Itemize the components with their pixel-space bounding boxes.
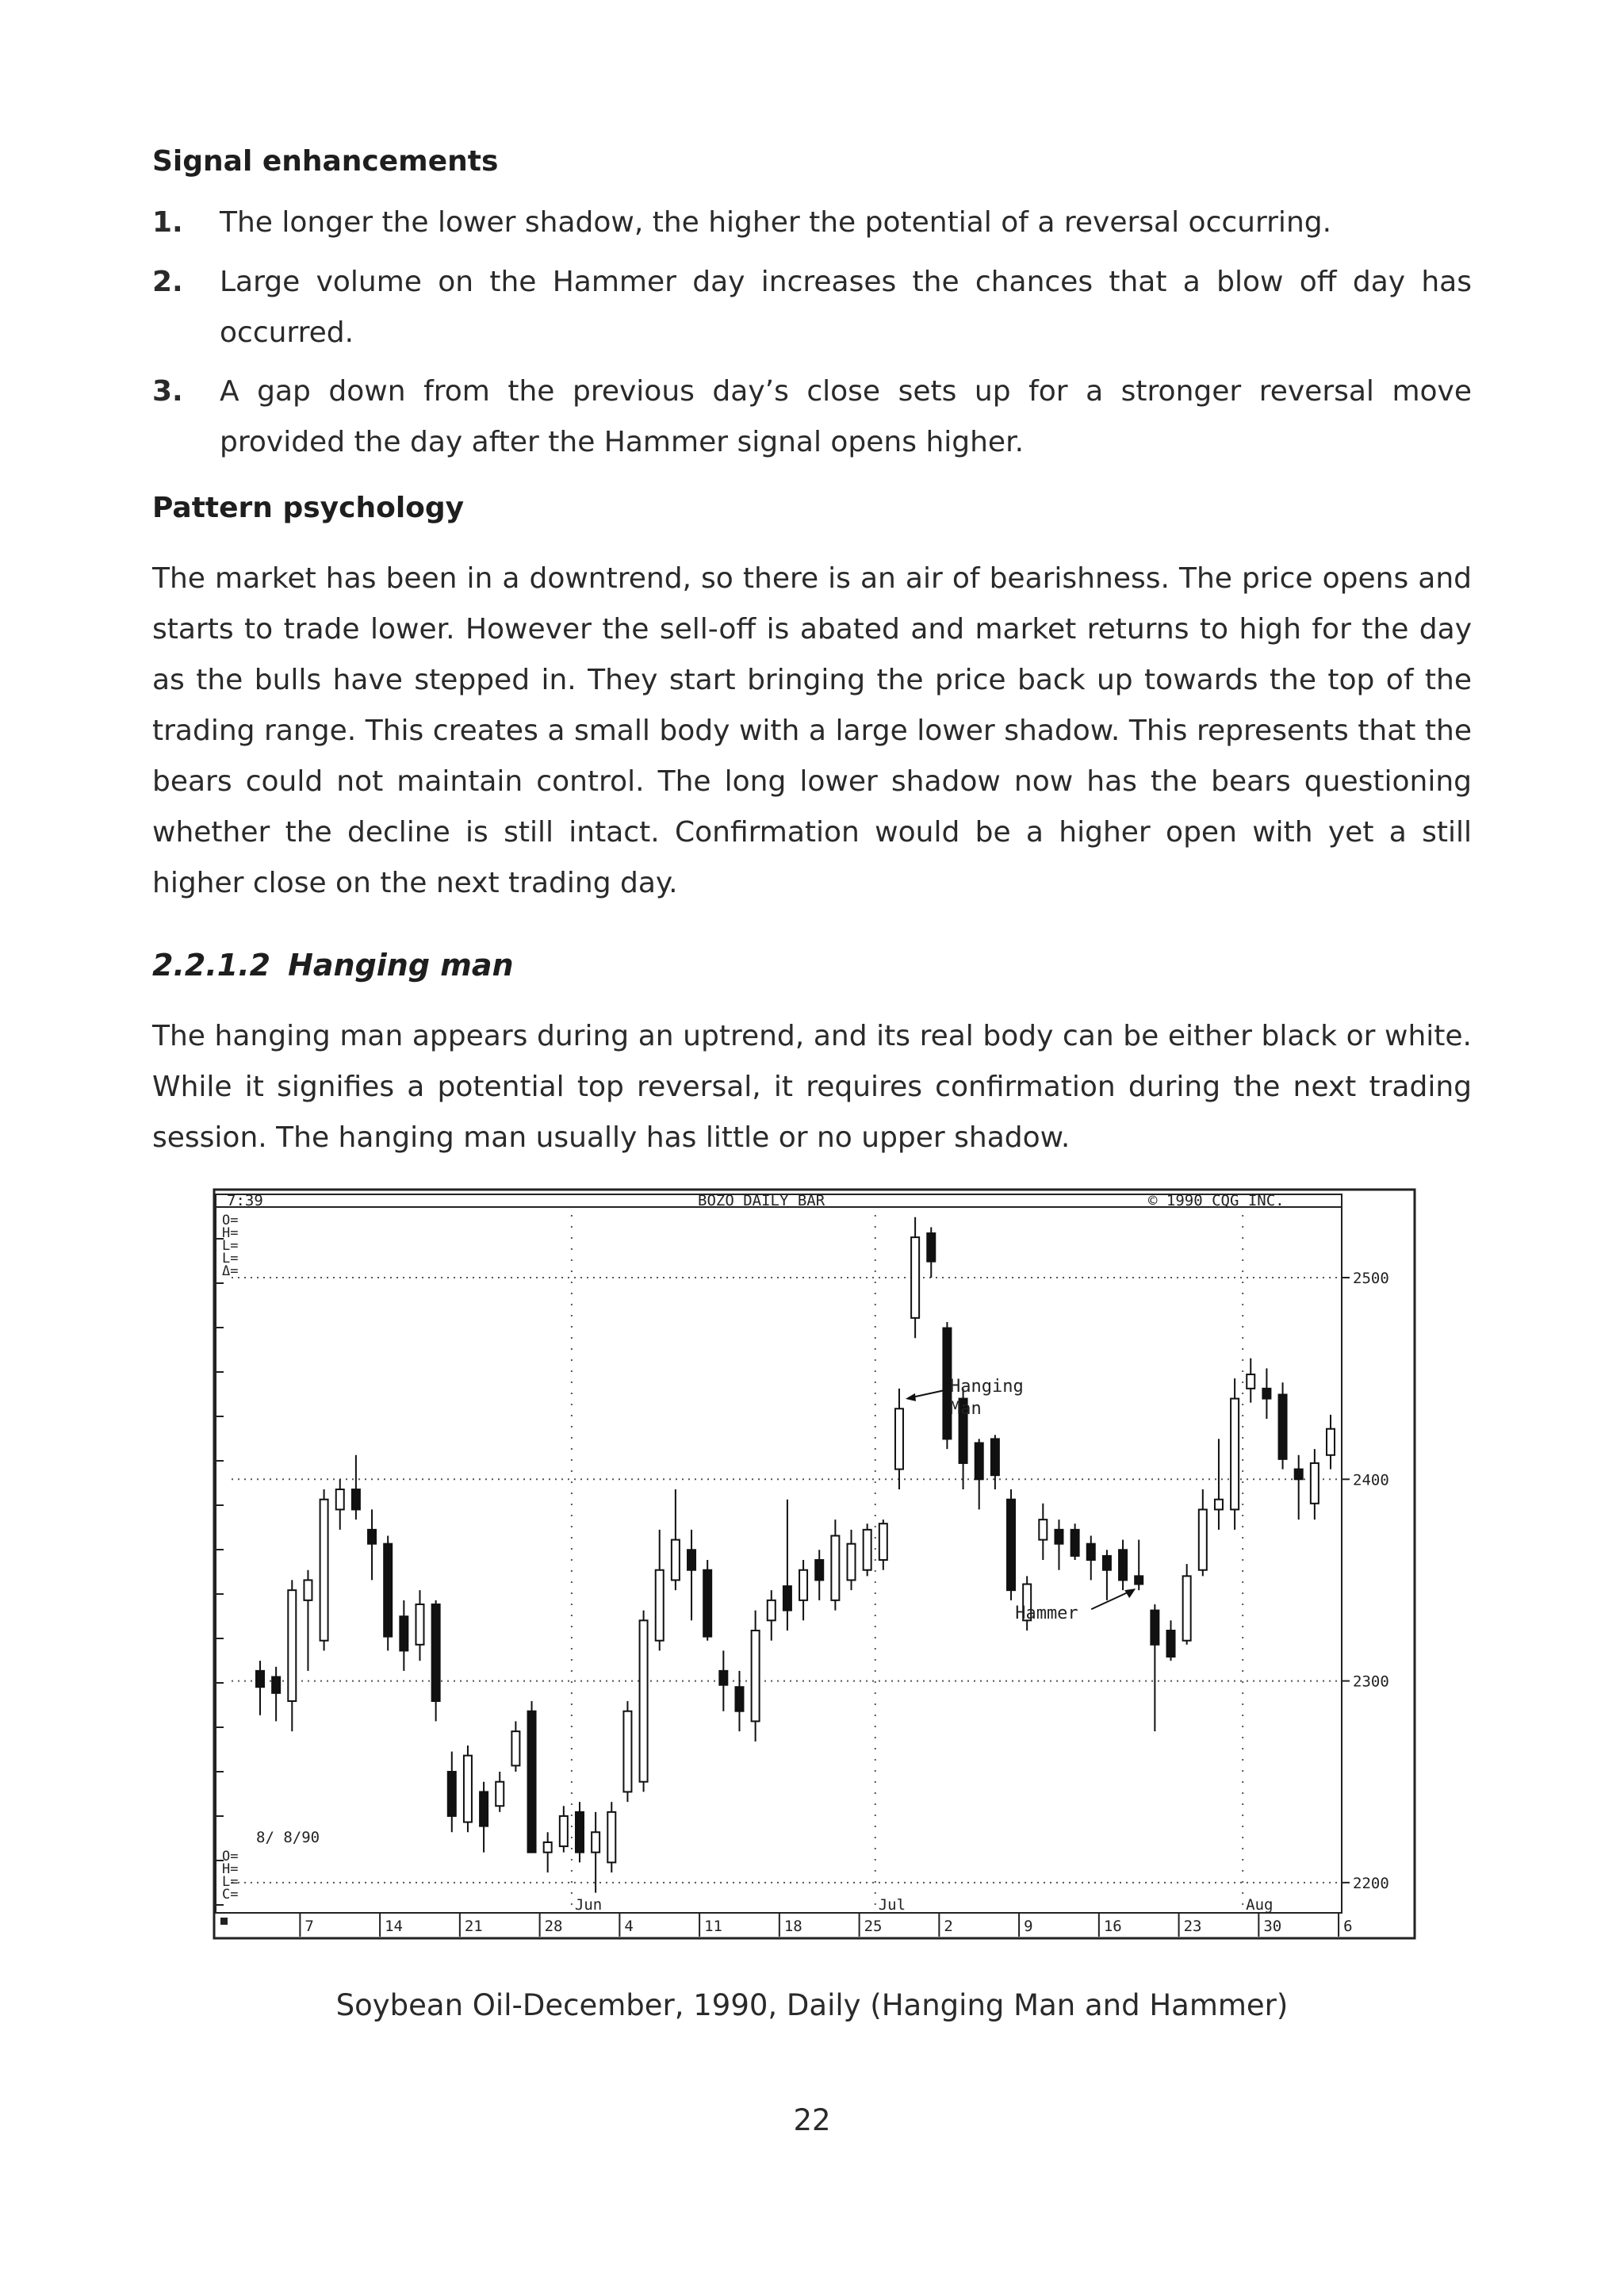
candle <box>607 1802 615 1872</box>
candle-body-black <box>528 1711 536 1853</box>
top-field-label: Δ= <box>222 1263 239 1279</box>
x-tick-label: 9 <box>1024 1918 1033 1935</box>
candle-body-white <box>895 1408 903 1469</box>
candle-body-white <box>831 1535 839 1600</box>
candle-body-white <box>656 1570 664 1641</box>
chart-header-title: BOZO DAILY BAR <box>698 1192 825 1209</box>
hammer-label: Hammer <box>1015 1604 1078 1624</box>
candle <box>528 1701 536 1853</box>
section-heading <box>152 948 514 983</box>
candle-body-white <box>304 1580 312 1600</box>
item-number: 3. <box>152 375 183 408</box>
candle-body-black <box>432 1604 440 1701</box>
bottom-field-label: C= <box>222 1887 239 1903</box>
candle-body-white <box>511 1731 519 1765</box>
candle-body-black <box>703 1570 711 1637</box>
x-tick-label: 4 <box>624 1918 634 1935</box>
candle-body-white <box>1199 1509 1207 1569</box>
candle-body-black <box>1279 1394 1287 1458</box>
month-label: Jun <box>574 1896 603 1914</box>
candle-body-black <box>272 1677 280 1692</box>
top-field-label: O= <box>222 1213 239 1228</box>
item-number: 2. <box>152 266 183 298</box>
candle <box>640 1611 648 1792</box>
candle-body-black <box>1151 1611 1159 1645</box>
x-tick-label: 11 <box>704 1918 722 1935</box>
candle <box>864 1523 871 1576</box>
candle-body-black <box>927 1233 935 1262</box>
candle-body-white <box>911 1237 919 1318</box>
candle-body-white <box>879 1523 887 1560</box>
candle-body-white <box>1039 1519 1047 1539</box>
y-tick-label: 2200 <box>1353 1874 1389 1892</box>
item-number: 1. <box>152 206 183 239</box>
candle <box>320 1489 328 1650</box>
item-text: The longer the lower shadow, the higher the potential of a reversal occurring. <box>220 206 1332 239</box>
x-tick-label: 21 <box>464 1918 483 1935</box>
chart-header-left: 7:39 <box>227 1192 263 1209</box>
candle <box>623 1701 631 1802</box>
candle-body-white <box>592 1832 599 1852</box>
section-title: Hanging man <box>288 948 514 983</box>
hanging-man-label-2: Man <box>949 1398 982 1419</box>
chart-frame <box>214 1190 1415 1938</box>
candle-body-black <box>1167 1631 1175 1657</box>
candle-body-black <box>384 1544 392 1637</box>
y-tick-label: 2300 <box>1353 1673 1389 1691</box>
candle-body-black <box>1071 1530 1079 1556</box>
figure-caption: Soybean Oil-December, 1990, Daily (Hanging Man and Hammer) <box>335 1988 1289 2022</box>
candle <box>1071 1523 1079 1560</box>
candle-body-black <box>1135 1576 1143 1584</box>
candle-body-white <box>752 1631 760 1721</box>
item-text: A gap down from the previous day’s close sets up for a stronger reversal move provided the day after the Hammer signal opens higher. <box>220 375 1472 458</box>
bottom-field-label: L= <box>222 1874 239 1890</box>
pattern-psychology-heading: Pattern psychology <box>152 492 465 524</box>
page-number: 22 <box>793 2103 831 2137</box>
candle-body-white <box>623 1711 631 1792</box>
candle-body-white <box>848 1544 856 1581</box>
candle <box>1183 1564 1191 1645</box>
candle-body-black <box>1007 1500 1015 1590</box>
candle <box>1279 1382 1287 1469</box>
x-tick-label: 7 <box>304 1918 314 1935</box>
y-tick-label: 2400 <box>1353 1471 1389 1489</box>
candle-body-black <box>1103 1556 1111 1570</box>
candle <box>752 1611 760 1742</box>
candle-body-white <box>1183 1576 1191 1640</box>
candle-body-black <box>1262 1389 1270 1399</box>
candle-body-white <box>1247 1374 1254 1389</box>
axis-square-marker <box>220 1918 228 1925</box>
candle-body-white <box>1215 1500 1223 1510</box>
x-tick-label: 28 <box>544 1918 563 1935</box>
candle-body-white <box>288 1590 296 1701</box>
candle-body-black <box>975 1443 983 1480</box>
candle-body-black <box>783 1586 791 1611</box>
candle-body-white <box>672 1540 680 1581</box>
section-number: 2.2.1.2 <box>152 948 271 983</box>
y-tick-label: 2500 <box>1353 1270 1389 1287</box>
x-tick-label: 16 <box>1103 1918 1122 1935</box>
x-tick-label: 14 <box>385 1918 404 1935</box>
candle-body-black <box>1119 1550 1127 1580</box>
candle-body-black <box>1055 1530 1063 1544</box>
candle <box>703 1560 711 1641</box>
hanging-man-paragraph: The hanging man appears during an uptrend, and its real body can be either black or white. While it signifies a potential top reversal, it requires confirmation during the next trading session. The hanging man usually has little or no upper shadow. <box>152 1020 1472 1154</box>
candle-body-black <box>1087 1544 1095 1560</box>
psychology-paragraph: The market has been in a downtrend, so there is an air of bearishness. The price opens and starts to trade lower. However the sell-off is abated and market returns to high for the day as the bulls have stepped in. They start bringing the price back up towards the top of the trading range. This creates a small body with a large lower shadow. This represents that the bears could not maintain control. The long lower shadow now has the bears questioning whether the decline is still intact. Confirmation would be a higher open with yet a still higher close on the next trading day. <box>152 562 1472 899</box>
x-tick-label: 6 <box>1343 1918 1353 1935</box>
candle-body-white <box>1311 1463 1319 1504</box>
signal-enhancements-heading: Signal enhancements <box>152 145 499 178</box>
candle-body-black <box>815 1560 823 1580</box>
top-field-label: L= <box>222 1238 239 1254</box>
candle-body-black <box>991 1439 999 1475</box>
candle-body-white <box>544 1842 552 1853</box>
candle-body-black <box>480 1792 488 1826</box>
candle-body-black <box>448 1772 456 1816</box>
bottom-field-label: H= <box>222 1861 239 1877</box>
candle-body-white <box>1231 1399 1239 1510</box>
candle-body-white <box>464 1756 472 1822</box>
month-label: Aug <box>1246 1896 1274 1914</box>
x-tick-label: 25 <box>864 1918 883 1935</box>
candle-body-white <box>768 1600 776 1620</box>
candle-body-white <box>799 1570 807 1600</box>
month-label: Jul <box>878 1896 906 1914</box>
candle-body-white <box>1327 1429 1335 1455</box>
candle-body-white <box>560 1816 568 1846</box>
candle-body-black <box>735 1687 743 1711</box>
candle-body-white <box>640 1620 648 1781</box>
bottom-field-label: O= <box>222 1849 239 1864</box>
x-tick-label: 18 <box>783 1918 802 1935</box>
candle-body-black <box>1295 1470 1303 1480</box>
candle-body-white <box>607 1812 615 1863</box>
chart-header-right: © 1990 CQG INC. <box>1148 1192 1285 1209</box>
item-text: Large volume on the Hammer day increases the chances that a blow off day has occurred. <box>220 266 1472 349</box>
chart-svg <box>213 1188 1416 1940</box>
candle-body-white <box>864 1530 871 1570</box>
candle-body-black <box>688 1550 695 1569</box>
x-tick-label: 2 <box>944 1918 953 1935</box>
candle-body-white <box>496 1782 504 1807</box>
candle-body-white <box>320 1500 328 1641</box>
candle-body-black <box>400 1616 408 1650</box>
x-tick-label: 23 <box>1183 1918 1202 1935</box>
x-tick-label: 30 <box>1263 1918 1282 1935</box>
chart-date-stamp: 8/ 8/90 <box>256 1829 320 1846</box>
hanging-man-label: Hanging <box>949 1376 1024 1397</box>
candle-body-black <box>256 1671 264 1687</box>
candle <box>464 1746 472 1832</box>
top-field-label: L= <box>222 1251 239 1267</box>
candle-body-black <box>368 1530 376 1544</box>
candle-body-white <box>336 1489 344 1509</box>
candle-body-black <box>719 1671 727 1685</box>
candle <box>1007 1489 1015 1600</box>
candlestick-chart <box>213 1188 1416 1940</box>
candle-body-black <box>352 1489 360 1509</box>
candle-body-white <box>416 1604 423 1645</box>
candle <box>384 1535 392 1650</box>
candle <box>1231 1378 1239 1530</box>
candle-body-black <box>576 1812 584 1853</box>
top-field-label: H= <box>222 1225 239 1241</box>
